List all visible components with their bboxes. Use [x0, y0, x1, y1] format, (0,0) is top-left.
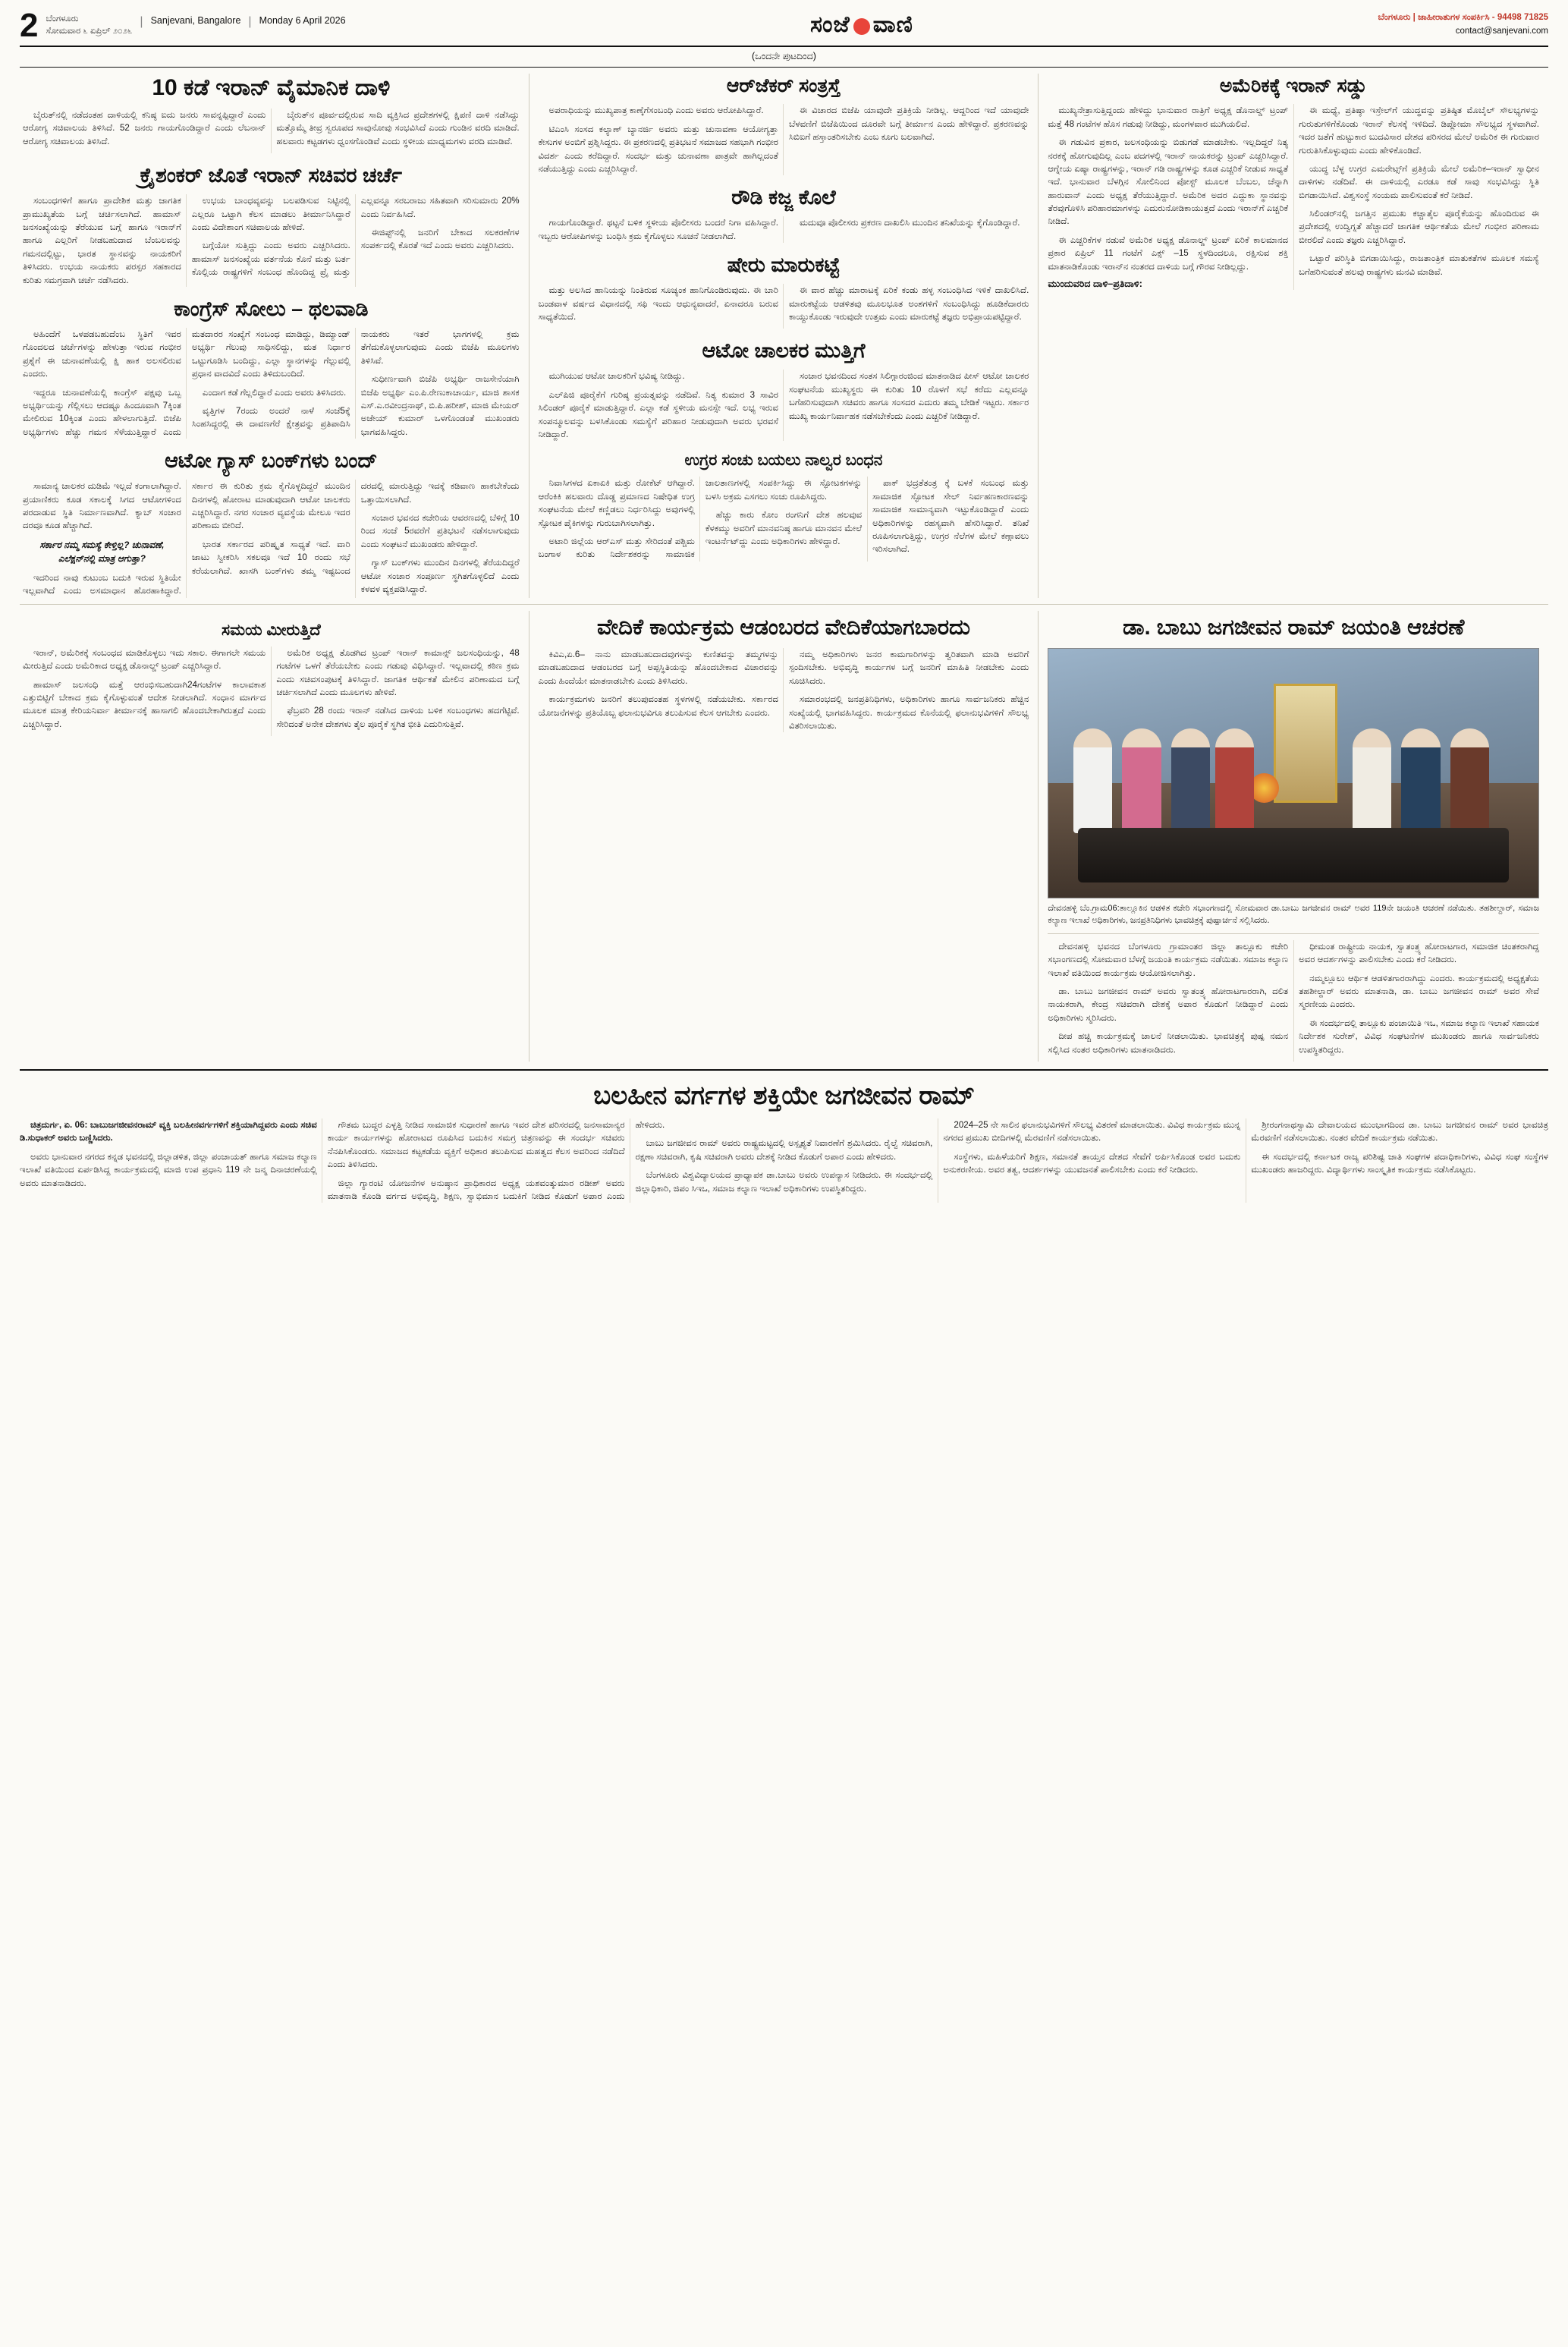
paragraph: ಹೆಚ್ಚು ಕಾರು ಕೋಂ ರಂಗನಿಗೆ ದೇಶ ಹಲವುವ ಕೆಳಕಮ್ಮು ಅವರಿಗೆ ಮಾನವನಿಷ್ಠ ಹಾಗೂ ಮಾನವನ ಮೇಲೆ ಇಂಟರ್ನೆಟ್‌ದ್ದು ಎಂದು ಅಧಿಕಾರಿಗಳು ಹೇಳಿದ್ದಾರೆ.: [705, 510, 863, 547]
subhead-continuing-attacks: ಮುಂದುವರಿದ ದಾಳಿ–ಪ್ರತಿದಾಳಿ:: [1048, 278, 1142, 290]
paragraph: ಈಜಿಪ್ಟ್‌ನಲ್ಲಿ ಜನರಿಗೆ ಬೇಕಾದ ಸಲಕರಣೆಗಳ ಸಂಪರ್ಕದಲ್ಲಿ ಕೊರತೆ ಇದೆ ಎಂದು ಅವರು ಎಚ್ಚರಿಸಿದರು.: [360, 228, 520, 251]
headline-rg-kar-victim: ಆರ್‌ಜೆಕರ್ ಸಂತ್ರಸ್ತೆ: [726, 74, 841, 96]
paragraph: ನಮ್ಮಲ್ಲೂಲು ಆರ್ಥಿಕ ಆಡಳಿತಗಾರರಾಗಿದ್ದು ಎಂದರು. ಕಾರ್ಯಕ್ರಮದಲ್ಲಿ ಅಧ್ಯಕ್ಷತೆಯ ತಹಶೀಲ್ದಾರ್ ಅವರು ಮಾತನಾಡಿ, ಡಾ. ಬಾಬು ಜಗಜೀವನ ರಾಮ್ ಅವರ ಸೇವೆ ಸ್ಮರಣೀಯ ಎಂದರು.: [1299, 973, 1539, 1010]
paragraph: ಕಿವಿಎ,ಏ.6– ನಾನು ಮಾಡಬಹುದಾದವುಗಳನ್ನು ಕುಣಿತವನ್ನು ತಮ್ಮಗಳನ್ನು ಮಾಡಬಹುದಾದ ಆಡಂಬರದ ಬಗ್ಗೆ ಅಪ್ಪಸ್ಥಿತಿಯನ್ನು ಹೊಂದಬೇಕಾದ ವಿಚಾರವನ್ನು ಎಂದು ಹಿಂದೆಯೇ ಮಾತನಾಡಬೇಕು ಎಂದು ತಿಳಿಸಿದರು.: [538, 649, 778, 686]
paragraph: ಇರಾನ್, ಅಮೆರಿಕಕ್ಕೆ ಸಂಬಂಧದ ಮಾಡಿಕೊಳ್ಳಲು ಇದು ಸಕಾಲ. ಈಗಾಗಲೇ ಸಮಯ ಮೀರುತ್ತಿದೆ ಎಂದು ಅಮೆರಿಕಾದ ಅಧ್ಯಕ್ಷ ಡೊನಾಲ್ಡ್ ಟ್ರಂಪ್ ಎಚ್ಚರಿಸಿದ್ದಾರೆ.: [23, 647, 266, 672]
photo-caption: ದೇವನಹಳ್ಳಿ ಬೆಂ.ಗ್ರಾಮ06:ತಾಲ್ಲೂಕಿನ ಆಡಳಿತ ಕಚೇರಿ ಸಭಾಂಗಣದಲ್ಲಿ ಸೋಮವಾರ ಡಾ.ಬಾಬು ಜಗಜೀವನ ರಾಮ್ ಅವರ 119ನೇ ಜಯಂತಿ ಆಚರಣೆ ನಡೆಯಿತು. ತಹಶೀಲ್ದಾರ್, ಸಮಾಜ ಕಲ್ಯಾಣ ಇಲಾಖೆ ಅಧಿಕಾರಿಗಳು, ಜನಪ್ರತಿನಿಧಿಗಳು ಭಾವಚಿತ್ರಕ್ಕೆ ಪುಷ್ಪಾರ್ಚನೆ ಸಲ್ಲಿಸಿದರು.: [1048, 903, 1539, 925]
story-share-market-body: [539, 284, 1029, 329]
story-time-running-out-body: [23, 647, 520, 736]
story-iran-defies-body: [1048, 104, 1539, 290]
story-rg-kar-body: [539, 104, 1029, 175]
paragraph: ಸಂಸ್ಥೆಗಳು, ಮಹಿಳೆಯರಿಗೆ ಶಿಕ್ಷಣ, ಸಮಾನತೆ ತಾಯ್ತನ ದೇಶದ ಸೇವೆಗೆ ಅರ್ಪಿಸಿಕೊಂಡ ಅವರ ಬದುಕು ಅನುಕರಣೀಯ. ಅವರ ತತ್ವ, ಆದರ್ಶಗಳನ್ನು ಯುವಜನತೆ ಪಾಲಿಸಬೇಕು ಎಂದು ಕರೆ ನೀಡಿದರು.: [943, 1151, 1241, 1175]
masthead-city-en: Sanjevani, Bangalore: [150, 15, 241, 26]
photo-person: [1353, 728, 1392, 833]
headline-jaishankar-iran-talks: ಕ್ರೈಶಂಕರ್ ಜೊತೆ ಇರಾನ್ ಸಚಿವರ ಚರ್ಚೆ: [140, 164, 403, 187]
paragraph: ಜಿಲ್ಲಾ ಗ್ಯಾರಂಟಿ ಯೋಜನೆಗಳ ಅನುಷ್ಠಾನ ಪ್ರಾಧಿಕಾರದ ಅಧ್ಯಕ್ಷ ಯಶವಂತ್ಕುಮಾರ ರಡೀಶ್ ಅವರು ಮಾತನಾಡಿ ಕೊಂಡಿ ವರ್ಗದ ಅಭಿವೃದ್ಧಿ, ಶಿಕ್ಷಣ, ಸ್ವಾಭಿಮಾನ ಬದುಕಿಗೆ ನೀಡಿದ ಕೊಡುಗೆ ಅಪಾರ ಎಂದು ಹೇಳಿದರು.: [327, 1120, 665, 1201]
paragraph: ಬೈರುತ್‌ನಲ್ಲಿ ನಡೆದಂತಹ ದಾಳಿಯಲ್ಲಿ ಕನಿಷ್ಠ ಐದು ಜನರು ಸಾವನ್ನಪ್ಪಿದ್ದಾರೆ ಎಂದು ಆರೋಗ್ಯ ಸಚಿವಾಲಯ ತಿಳಿಸಿದೆ. 52 ಜನರು ಗಾಯಗೊಂಡಿದ್ದಾರೆ ಎಂದು ಲೆಬನಾನ್ ಆರೋಗ್ಯ ಸಚಿವಾಲಯ ತಿಳಿಸಿದೆ.: [23, 110, 266, 146]
paragraph: ನಿವಾಸಿಗಳದ ಏಕಾಏಕಿ ಮತ್ತು ರೋಕೆಟ್ ಆಗಿದ್ದಾರೆ. ಆರೆಂಕಿಕಿ ಹಲವಾರು ದೊಡ್ಡ ಪ್ರಮಾಣದ ನಿಷೇಧಿತ ಉಗ್ರ ಸಂಘಟನೆಯ ಮೇಲೆ ಕಣ್ಣಿಡಲು ನಿರ್ಧರಿಸಿದ್ದು ಅವುಗಳಲ್ಲಿ ಸ್ಫೋಟಕ ಪೈಕಿಗಳನ್ನು ಗುರುಬಾಗಿಸಲಾಗಿತ್ತು.: [538, 478, 695, 528]
headline-share-market: ಷೇರು ಮಾರುಕಟ್ಟೆ: [727, 253, 841, 277]
story-rowdy-murder-body: [539, 216, 1029, 243]
event-photo: [1048, 648, 1539, 898]
logo-text-left: ಸಂಜೆ: [810, 12, 850, 37]
masthead-date-en: Monday 6 April 2026: [259, 15, 346, 26]
paragraph: 2024–25 ನೇ ಸಾಲಿನ ಫಲಾನುಭವಿಗಳಿಗೆ ಸೌಲಭ್ಯ ವಿತರಣೆ ಮಾಡಲಾಯಿತು. ವಿವಿಧ ಕಾರ್ಯಕ್ರಮ ಮುನ್ನ ನಗರದ ಪ್ರಮುಖ ಬೀದಿಗಳಲ್ಲಿ ಮೆರವಣಿಗೆ ನಡೆಸಲಾಯಿತು.: [943, 1120, 1241, 1144]
paragraph: ಈ ಮಧ್ಯೆ, ಪ್ರತಿಷ್ಠಾ ಇಸ್ರೇಲ್‌ಗೆ ಯುದ್ಧವನ್ನು ಪ್ರತಿಷ್ಠಿತ ಮೊಬೈಲ್ ಸೌಲಭ್ಯಗಳನ್ನು ಗುರುತುಗಳಿಗೆಕೊಂಡು ಇರಾನ್ ಕೆಲಸಕ್ಕೆ ಇಳಿದಿದೆ. ಡಿಪ್ಲೋಮಾ ಸೌಲಭ್ಯದ ಸ್ಥಳವಾಗಿದೆ. ಇದರ ಜತೆಗೆ ಹುಟ್ಟುಕಾರ ಬುದವಿಸಾರ ದೇಶದ ಪರಿಸರದ ಮೇಲೆ ಅಮೆರಿಕ ಈ ಗುರುವಾರ ಗುರುತಿಸಿಕೊಳ್ಳುವುದು ಎಂದು ಹೇಳಿಕೊಂಡಿದೆ.: [1299, 105, 1539, 156]
paragraph: ಬೈರುತ್‌ನ ಪೂರ್ವದಲ್ಲಿರುವ ಸಾದಿ ವ್ಯಕ್ತಿಸಿದ ಪ್ರದೇಶಗಳಲ್ಲಿ ಕ್ಷಿಪಣಿ ದಾಳಿ ನಡೆಸಿದ್ದು ಮತ್ತೊಮ್ಮೆ ತೀವ್ರ ಸ್ವರೂಪದ ಸಾವುನೋವು ಸಂಭವಿಸಿದೆ ಎಂದು ಗುಂಡಿನ ವರದಿ ಮಾಡಿದೆ. ಹಲವಾರು ಕಟ್ಟಡಗಳು ಧ್ವಂಸಗೊಂಡಿವೆ ಎಂದು ಸ್ಥಳೀಯ ಮಾಧ್ಯಮಗಳು ವರದಿ ಮಾಡಿವೆ.: [276, 110, 520, 146]
logo-text-right: ವಾಣಿ: [872, 12, 913, 37]
column-one: [20, 74, 529, 598]
headline-rowdy-murder: ರೌಡಿ ಕಜ್ಜ ಕೊಲೆ: [731, 186, 836, 209]
paragraph: ಸುಧೀರ್ಣವಾಗಿ ಬಿಜೆಪಿ ಅಭ್ಯರ್ಥಿ ರಾಜಸೇನೆಯಾಗಿ ಬಿಜೆಪಿ ಅಭ್ಯರ್ಥಿ ಎಂ.ಪಿ.ರೇಣುಕಾಚಾರ್ಯ, ಮಾಜಿ ಶಾಸಕ ಎಸ್.ಎ.ರವೀಂದ್ರನಾಥ್, ಬಿ.ಪಿ.ಹರೀಶ್, ಮಾಜಿ ಮೇಯರ್ ಅಜೇಯ್ ಕುಮಾರ್ ಒಳಗೊಂಡಂತೆ ಮುಖಂಡರು ಭಾಗವಹಿಸಿದ್ದರು.: [360, 374, 520, 437]
photo-person: [1401, 728, 1441, 833]
masthead-date-kannada: [46, 11, 132, 37]
paragraph: ಟಿಎಂಸಿ ಸಂಸದ ಕಲ್ಯಾಣ್ ಬ್ಯಾನರ್ಜಿ ಅವರು ಮತ್ತು ಚುನಾವಣಾ ಆಯೋಗ್ಯತ್ತಾ ಕೇಸುಗಳ ಅಂಬಿಗೆ ಪ್ರಶ್ನಿಸಿದ್ದರು. ಈ ಪ್ರಕರಣದಲ್ಲಿ ಪ್ರತಿಭಟನೆ ಸಮಾಜದ ಸಹಭಾಗಿ ಗಂಭೀರ ವಿದರ್ಶ ಎಂದು ಕರೆದಿದ್ದಾರೆ. ಸಂದರ್ಭ ಮತ್ತು ಚುನಾವಣಾ ಪಾತ್ರವೇ ಹಾಗಿಲ್ಲದಂತೆ ನಡೆಯುತ್ತಿದ್ದು ಎಂದು ಎಚ್ಚರಿಸಿದ್ದಾರೆ.: [538, 124, 778, 174]
paragraph: ಗೌತಮ ಬುದ್ಧರ ಎಳ್ಳತ್ತಿ ನೀಡಿದ ಸಾಮಾಜಿಕ ಸುಧಾರಣೆ ಹಾಗೂ ಇವರ ದೇಶ ಪರಿಸರದಲ್ಲಿ ಜನಸಾಮಾನ್ಯರ ಕಾರ್ಯ ಕಾರ್ಯಗಳನ್ನು ಹೋರಾಟದ ರೂಪಿಸಿದ ಬದುಕಿನ ಸಮಗ್ರ ಚಿತ್ರಣವನ್ನು ಈ ಸಂದರ್ಭ ಸಚಿವರು ನೆನಪಿಸಿಕೊಂಡರು. ಸಮಾಜದ ಕಟ್ಟಕಡೆಯ ವ್ಯಕ್ತಿಗೆ ಅಧಿಕಾರ ತಲುಪಿಸುವ ಮಹತ್ವದ ಕೆಲಸ ಅವರಿಂದ ನಡೆದಿದೆ ಎಂದು ತಿಳಿಸಿದರು.: [327, 1120, 625, 1170]
paragraph: ಡಾ. ಬಾಬು ಜಗಜೀವನ ರಾಮ್ ಅವರು ಸ್ವಾತಂತ್ರ್ಯ ಹೋರಾಟಗಾರರಾಗಿ, ದಲಿತ ನಾಯಕರಾಗಿ, ಕೇಂದ್ರ ಸಚಿವರಾಗಿ ದೇಶಕ್ಕೆ ಅಪಾರ ಕೊಡುಗೆ ನೀಡಿದ್ದಾರೆ ಎಂದು ಅಧಿಕಾರಿಗಳು ಸ್ಮರಿಸಿದರು.: [1048, 986, 1289, 1023]
photo-portrait-frame: [1274, 684, 1337, 803]
paragraph: ಒಟ್ಟಾರೆ ಪರಿಸ್ಥಿತಿ ಬಿಗಡಾಯಿಸಿದ್ದು, ರಾಜತಾಂತ್ರಿಕ ಮಾತುಕತೆಗಳ ಮೂಲಕ ಸಮಸ್ಯೆ ಬಗೆಹರಿಸುವಂತೆ ಹಲವು ರಾಷ್ಟ್ರಗಳು ಮನವಿ ಮಾಡಿವೆ.: [1299, 253, 1539, 277]
paragraph: ನಮ್ಮ ಅಧಿಕಾರಿಗಳು ಜನರ ಕಾಮಗಾರಿಗಳನ್ನು ತ್ವರಿತವಾಗಿ ಮಾಡಿ ಅವರಿಗೆ ಸ್ಪಂದಿಸಬೇಕು. ಅಭಿವೃದ್ಧಿ ಕಾರ್ಯಗಳ ಬಗ್ಗೆ ಜನರಿಗೆ ಮಾಹಿತಿ ನೀಡಬೇಕು ಎಂದು ಸೂಚಿಸಿದರು.: [788, 649, 1029, 686]
paragraph: ಈ ಎಚ್ಚರಿಕೆಗಳ ನಡುವೆ ಅಮೆರಿಕ ಅಧ್ಯಕ್ಷ ಡೊನಾಲ್ಡ್ ಟ್ರಂಪ್ ಏರಿಕೆ ಕಾಲಮಾನದ ಪ್ರಕಾರ ಏಪ್ರಿಲ್ 11 ಗಂಟೆಗೆ ಎಕ್ಸ್ –15 ಸ್ಥಳದಿಂದಲೂ, ರಕ್ಷಿಸುವ ಶಕ್ತಿ ಮಾತನಾಡಿಕೊಂಡು ಇರಾನ್‌ನ ನಂತರದ ದಾಳಿಯ ಬಗ್ಗೆ ಗೌರವ ನೀಡಿಲ್ಲದ್ದು.: [1048, 234, 1289, 272]
paragraph: ಈ ವಾರ ಹೆಚ್ಚು ಮಾರಾಟಕ್ಕೆ ಏರಿಕೆ ಕಂಡು ಹಳ್ಳ ಸಂಬಂಧಿಸಿದ ಇಳಿಕೆ ದಾಖಲಿಸಿದೆ. ಮಾರುಕಟ್ಟೆಯ ಆಡಳಿತವು ಮೂಲಭೂತ ಅಂಶಗಳಿಗೆ ಸಂಬಂಧಿಸಿದ್ದು ಹೂಡಿಕೆದಾರರು ಕಾಯ್ದುಕೊಂಡು ಇರುವುದೇ ಉತ್ತಮ ಎಂದು ಮಾರುಕಟ್ಟೆ ತಜ್ಞರು ಅಭಿಪ್ರಾಯಪಟ್ಟಿದ್ದಾರೆ.: [788, 285, 1029, 322]
masthead-city-kn: ಬೆಂಗಳೂರು: [46, 14, 79, 24]
paragraph: ಸಾಮಾನ್ಯ ಚಾಲಕರ ದುಡಿಮೆ ಇಲ್ಲದೆ ಕಂಗಾಲಾಗಿದ್ದಾರೆ. ಪ್ರಯಾಣಿಕರು ಕೂಡ ಸಕಾಲಕ್ಕೆ ಸಿಗದ ಆಟೋಗಳಿಂದ ಪರದಾಡುವ ಸ್ಥಿತಿ ನಿರ್ಮಾಣವಾಗಿದೆ. ಕ್ಯಾಬ್ ಸಂಚಾರ ದರವೂ ಕೂಡ ಹೆಚ್ಚಾಗಿದೆ.: [23, 481, 181, 531]
paragraph: ಮದುವೂ ಪೊಲೀಸರು ಪ್ರಕರಣ ದಾಖಲಿಸಿ ಮುಂದಿನ ತನಿಖೆಯನ್ನು ಕೈಗೊಂಡಿದ್ದಾರೆ.: [799, 218, 1020, 228]
ad-contact-phone: ಬೆಂಗಳೂರು | ಜಾಹೀರಾತುಗಳ ಸಂಪರ್ಕಿಸಿ - 94498 71825: [1378, 13, 1548, 22]
headline-terror-plot-foiled: ಉಗ್ರರ ಸಂಚು ಬಯಲು ನಾಲ್ವರ ಬಂಧನ: [684, 451, 883, 470]
paragraph: ವೃತ್ತಿಗಳ 7ರಂದು ಅಂದರೆ ನಾಳೆ ಸಂಜೆ5ಕ್ಕೆ ಸಿಂಹಸಿದ್ದರಲ್ಲಿ ಈ ದಾವಣಗೆರೆ ಕ್ಷೇತ್ರವನ್ನು ಪ್ರತಿಪಾದಿಸಿ ನಾಯಕರು ಇತರೆ ಭಾಗಗಳಲ್ಲಿ ಕ್ರಮ ತೆಗೆದುಕೊಳ್ಳಲಾಗುವುದು ಎಂದು ಬಿಜೆಪಿ ಮೂಲಗಳು ತಿಳಿಸಿವೆ.: [191, 329, 520, 429]
paragraph: ಬೆಂಗಳೂರು ವಿಶ್ವವಿದ್ಯಾಲಯದ ಪ್ರಾಧ್ಯಾಪಕ ಡಾ.ಬಾಬು ಅವರು ಉಪನ್ಯಾಸ ನೀಡಿದರು. ಈ ಸಂದರ್ಭದಲ್ಲಿ ಜಿಲ್ಲಾಧಿಕಾರಿ, ಜಿಪಂ ಸಿಇಒ, ಸಮಾಜ ಕಲ್ಯಾಣ ಇಲಾಖೆ ಅಧಿಕಾರಿಗಳು ಉಪಸ್ಥಿತರಿದ್ದರು.: [635, 1170, 933, 1194]
paragraph: ಪಾಕ್ ಭದ್ರತೆತಂತ್ರ ಕ್ಕೆ ಬಳಕೆ ಸಂಬಂಧ ಮತ್ತು ಸಾಮಾಜಿಕ ಸ್ಫೋಟಕ ಸೇಲ್ ನಿರ್ವಹಣಕಾರಣವನ್ನು ಸಾಮಾಜಿಕ ಸಾಮಾನ್ಯವಾಗಿ ಇಟ್ಟುಕೊಂಡಿದ್ದಾರೆ ಎಂದು ಅಧಿಕಾರಿಗಳನ್ನು ರಹಸ್ಯವಾಗಿ ಹೆಸರಿಸಿದ್ದಾರೆ. ತನಿಖೆ ರೂಪಿಸಲಾಗುತ್ತಿದ್ದು, ಉಗ್ರರ ನೆಲೆಗಳ ಮೇಲೆ ಕಣ್ಗಾವಲು ಇರಿಸಲಾಗಿದೆ.: [872, 478, 1029, 555]
paragraph: ಎಂದಾಗ ಕಡೆ ಗೆಲ್ಲಲಿದ್ದಾರೆ ಎಂದು ಅವರು ತಿಳಿಸಿದರು.: [202, 387, 347, 398]
masthead-divider-2: |: [248, 15, 252, 28]
paragraph: ಫೆಬ್ರವರಿ 28 ರಂದು ಇರಾನ್ ನಡೆಸಿದ ದಾಳಿಯ ಬಳಿಕ ಸಂಬಂಧಗಳು ಹದಗೆಟ್ಟಿವೆ. ಸೇರಿದಂತೆ ಅನೇಕ ದೇಶಗಳು ತೈಲ ಪೂರೈಕೆ ಸ್ಥಗಿತ ಭೀತಿ ಎದುರಿಸುತ್ತಿವೆ.: [276, 706, 520, 729]
paragraph: ಸಂಚಾರ ಭವನದಿಂದ ಸಂತಸ ಸಿಲಿಗ್ಗಾರಂಜಿಂದ ಮಾತನಾಡಿದ ಪೀಸ್ ಆಟೋ ಚಾಲಕರ ಸಂಘಟನೆಯ ಮುಖ್ಯಸ್ಥರು ಈ ಕುರಿತು 10 ರೊಳಗೆ ಸಭೆ ಕರೆದು ಎಲ್ಲವನ್ನೂ ಬಗೆಹರಿಸುವುದಾಗಿ ಸಚಿವರು ಹಾಗೂ ಸಂಸದರ ಎದುರು ತಮ್ಮ ಬೇಡಿಕೆ ಇಟ್ಟರು. ಸರ್ಕಾರ ಮುಖ್ಯ ಕಾರ್ಯನಿರ್ವಾಹಕ ನಡೆಸಬೇಕೆಂದು ಎಂದು ಎಚ್ಚರಿಕೆ ನೀಡಿದ್ದಾರೆ.: [788, 371, 1029, 421]
headline-iran-air-strikes: 10 ಕಡೆ ಇರಾನ್ ವೈಮಾನಿಕ ದಾಳಿ: [152, 74, 391, 100]
stage-program-column: [529, 611, 1039, 1062]
paragraph: ಕಾರ್ಯಕ್ರಮಗಳು ಜನರಿಗೆ ತಲುಪುವಂತಹ ಸ್ಥಳಗಳಲ್ಲಿ ನಡೆಯಬೇಕು. ಸರ್ಕಾರದ ಯೋಜನೆಗಳನ್ನು ಪ್ರತಿಯೊಬ್ಬ ಫಲಾನುಭವಿಗೂ ತಲುಪಿಸುವ ಕೆಲಸ ಆಗಬೇಕು ಎಂದರು.: [538, 694, 778, 718]
paragraph: ಈ ವಿಚಾರದ ಬಿಜೆಪಿ ಯಾವುದೇ ಪ್ರತಿಕ್ರಿಯೆ ನೀಡಿಲ್ಲ. ಆದ್ದರಿಂದ ಇದೆ ಯಾವುದೇ ಬೆಳವಣಿಗೆ ಬಿಜೆಪಿಯಿಂದ ದೂರವೇ ಬಗ್ಗೆ ತೀರ್ಮಾನ ಎಂದು ಹೇಳಿದ್ದಾರೆ. ಪ್ರಕರಣವನ್ನು ಸಿಬಿಐಗೆ ಹಸ್ತಾಂತರಿಸಬೇಕು ಎಂಬ ಕೂಗು ಬಲವಾಗಿದೆ.: [788, 105, 1029, 143]
headline-auto-drivers-siege: ಆಟೋ ಚಾಲಕರ ಮುತ್ತಿಗೆ: [702, 339, 866, 363]
paragraph: ಸಮಾರಂಭದಲ್ಲಿ ಜನಪ್ರತಿನಿಧಿಗಳು, ಅಧಿಕಾರಿಗಳು ಹಾಗೂ ಸಾರ್ವಜನಿಕರು ಹೆಚ್ಚಿನ ಸಂಖ್ಯೆಯಲ್ಲಿ ಭಾಗವಹಿಸಿದ್ದರು. ಕಾರ್ಯಕ್ರಮದ ಕೊನೆಯಲ್ಲಿ ಫಲಾನುಭವಿಗಳಿಗೆ ಸೌಲಭ್ಯ ವಿತರಿಸಲಾಯಿತು.: [788, 694, 1029, 731]
masthead-logo: [346, 11, 1378, 38]
paragraph: ಈ ಸಂದರ್ಭದಲ್ಲಿ ತಾಲ್ಲೂಕು ಪಂಚಾಯಿತಿ ಇಒ, ಸಮಾಜ ಕಲ್ಯಾಣ ಇಲಾಖೆ ಸಹಾಯಕ ನಿರ್ದೇಶಕ ಸುರೇಶ್, ವಿವಿಧ ಸಂಘಟನೆಗಳ ಮುಖಂಡರು ಹಾಗೂ ಸಾರ್ವಜನಿಕರು ಉಪಸ್ಥಿತರಿದ್ದರು.: [1299, 1018, 1539, 1055]
page-number: 2: [20, 7, 39, 44]
paragraph: ಬಗ್ಗೆಯೋ ಸುತ್ತಿದ್ದು ಎಂದು ಅವರು ಎಚ್ಚರಿಸಿದರು. ಹಾಮಾಸ್ ಜನಸಂಖ್ಯೆಯ ವರ್ತನೆಯ ಕೊನೆ ಮತ್ತು ಬರ್ತ ಕೊಲ್ಲಿಯ ರಾಷ್ಟ್ರಗಳಿಗೆ ಸಂಬಂಧ ಹೊಂದಿದ್ದ ಪ್ರೈ ಮತ್ತು ಎಲ್ಲವನ್ನೂ ಸರಬರಾಜು ಸಹಿತವಾಗಿ ಸರಿಸುಮಾರು 20% ಎಂದು ನಿರ್ವಹಿಸಿದೆ.: [191, 196, 520, 278]
paragraph: ಚಿತ್ರದುರ್ಗ, ಏ. 06: ಬಾಬುಜಗಜೀವನರಾಮ್ ವ್ಯಕ್ತಿ ಬಲಹೀನವರ್ಗಗಳಿಗೆ ಶಕ್ತಿಯಾಗಿದ್ದವರು ಎಂದು ಸಚಿವ ಡಿ.ಸುಧಾಕರ್ ಅವರು ಬಣ್ಣಿಸಿದರು.: [20, 1120, 317, 1144]
paragraph: ಅಮೆರಿಕ ಅಧ್ಯಕ್ಷ ತೊಡಗಿದ ಟ್ರಂಪ್ ಇರಾನ್ ಕಾಮಾನ್ಸ್ ಜಲಸಂಧಿಯನ್ನು, 48 ಗಂಟೆಗಳ ಒಳಗೆ ತೆರೆಯಬೇಕು ಎಂದು ಗಡುವು ವಿಧಿಸಿದ್ದಾರೆ. ಇಲ್ಲವಾದಲ್ಲಿ ಕಠಿಣ ಕ್ರಮ ಎಂದು ಸಚಿವಸಂಪುಟಕ್ಕೆ ತಿಳಿಸಿದ್ದಾರೆ. ಜಾಗತಿಕ ಆರ್ಥಿಕತೆ ಮೇಲಿನ ಪರಿಣಾಮದ ಬಗ್ಗೆ ಚರ್ಚಿಸಲಾಗಿದೆ ಎಂದು ಮೂಲಗಳು ಹೇಳಿವೆ.: [276, 647, 520, 697]
paragraph: ಗ್ಯಾಸ್ ಬಂಕ್‌ಗಳು ಮುಂದಿನ ದಿನಗಳಲ್ಲಿ ತೆರೆಯದಿದ್ದರೆ ಆಟೋ ಸಂಚಾರ ಸಂಪೂರ್ಣ ಸ್ಥಗಿತಗೊಳ್ಳಲಿದೆ ಎಂದು ಕಳವಳ ವ್ಯಕ್ತಪಡಿಸಿದ್ದಾರೆ.: [360, 558, 520, 594]
headline-iran-defies-america: ಅಮೆರಿಕಕ್ಕೆ ಇರಾನ್ ಸಡ್ಡು: [1219, 74, 1368, 96]
paragraph: ಅಟಾರಿ ಜಿಲ್ಲೆಯ ಆರ್‌ಎಸ್ ಮತ್ತು ಸೇರಿದಂತೆ ಪಶ್ಚಿಮ ಬಂಗಾಳ ಕುರಿತು ನಿರ್ದೇಶಕರನ್ನು ಸಾಮಾಜಿಕ ಜಾಲತಾಣಗಳಲ್ಲಿ ಸಂಪರ್ಕಿಸಿದ್ದು ಈ ಸ್ಫೋಟಕಗಳನ್ನು ಬಳಸಿ ಅಕ್ರಮ ಎಸಗಲು ಸಂಚು ರೂಪಿಸಿದ್ದರು.: [538, 478, 863, 560]
headline-auto-gas-banks-closed: ಆಟೋ ಗ್ಯಾಸ್ ಬಂಕ್‌ಗಳು ಬಂದ್: [165, 449, 378, 473]
contact-email: contact@sanjevani.com: [1455, 27, 1548, 36]
paragraph: ಸಿಲಿಂಡರ್‌ನಲ್ಲಿ ಜಗತ್ತಿನ ಪ್ರಮುಖ ಕಚ್ಚಾತೈಲ ಪೂರೈಕೆಯನ್ನು ಹೊಂದಿರುವ ಈ ಪ್ರದೇಶದಲ್ಲಿ ಉದ್ವಿಗ್ನತೆ ಹೆಚ್ಚಾದರೆ ಜಾಗತಿಕ ಆರ್ಥಿಕತೆಯ ಮೇಲೆ ಗಂಭೀರ ಪರಿಣಾಮ ಬೀರಲಿದೆ ಎಂದು ತಜ್ಞರು ಎಚ್ಚರಿಸಿದ್ದಾರೆ.: [1299, 209, 1539, 245]
masthead-contact: [1378, 11, 1548, 39]
paragraph: ಮತ್ತು ಅಲಸಿದ ಹಾನಿಯನ್ನು ನಿಂತಿರುವ ಸೂಚ್ಯಂಕ ಹಾನಿಗೊಂಡಿರುವುದು. ಈ ಬಾರಿ ಬಂಡವಾಳ ವರ್ಷದ ವಿಧಾನದಲ್ಲಿ ಸಫಿ ಇಂದು ಆಧುನ್ಯವಾದರೆ, ಏನಾದರೂ ಬರುವ ಸಾಧ್ಯತೆಯಿದೆ.: [538, 285, 778, 322]
paragraph: ಇದ್ದರೂ ಚುನಾವಣೆಯಲ್ಲಿ ಕಾಂಗ್ರೆಸ್ ಪಕ್ಷವು ಒಬ್ಬ ಅಭ್ಯರ್ಥಿಯನ್ನು ಗೆಲ್ಲಿಸಲು ಆದಷ್ಟೂ ಹಿಂದೂವಾಗಿ 7ಕ್ಕಿಂತ ಮೇಲಿರುವ 10ಕ್ಕಿಂತ ಎಂದು ಹೇಳಲಾಗುತ್ತಿದೆ. ಬಿಜೆಪಿ ಅಭ್ಯರ್ಥಿಗಳು ಹೆಚ್ಚು ಗಮನ ಸೆಳೆಯುತ್ತಿದ್ದಾರೆ ಎಂದು ಮತದಾರರ ಸಂಖ್ಯೆಗೆ ಸಂಬಂಧ ಮಾಡಿದ್ದು, ಡಿಮ್ಯಾಂಡ್ ಅಭ್ಯರ್ಥಿ ಗೆಲುವು ಸಾಧಿಸಲಿದ್ದು, ಮತ ನಿರ್ಧಾರ ಒಟ್ಟುಗೂಡಿಸಿ ಬಂದಿದ್ದು, ಎಲ್ಲಾ ಸ್ಥಾನಗಳನ್ನು ಗೆಲ್ಲುವಲ್ಲಿ ಪ್ರಧಾನ ವಾದವಿದೆ ಎಂದು ತಿಳಿದುಬಂದಿದೆ.: [23, 329, 350, 437]
bottom-feature: [20, 1069, 1548, 1203]
headline-time-running-out: ಸಮಯ ಮೀರುತ್ತಿದೆ: [221, 621, 321, 639]
photo-person: [1215, 728, 1255, 833]
paragraph: ಧೀಮಂತ ರಾಷ್ಟ್ರೀಯ ನಾಯಕ, ಸ್ವಾತಂತ್ರ್ಯ ಹೋರಾಟಗಾರ, ಸಮಾಜಿಕ ಚಿಂತಕರಾಗಿದ್ದ ಅವರ ಆದರ್ಶಗಳನ್ನು ಪಾಲಿಸಬೇಕು ಎಂದು ಕರೆ ನೀಡಿದರು.: [1299, 941, 1539, 965]
jayanti-column: [1039, 611, 1548, 1062]
paragraph: ಭಾರತ ಸರ್ಕಾರದ ಪರಿಷ್ಕೃತ ಸಾಧ್ಯತೆ ಇದೆ. ವಾರಿ ಜಾಟು ಸ್ವೀಕರಿಸಿ ಸಕಲವೂ ಇದೆ 10 ರಂದು ಸಭೆ ಕರೆಯಲಾಗಿದೆ. ಖಾಸಗಿ ಬಂಕ್‌ಗಳು ತಮ್ಮ ಇಷ್ಟಬಂದ ದರದಲ್ಲಿ ಮಾರುತ್ತಿದ್ದು ಇದಕ್ಕೆ ಕಡಿವಾಣ ಹಾಕಬೇಕೆಂದು ಒತ್ತಾಯಿಸಲಾಗಿದೆ.: [191, 481, 520, 576]
story-congress-defeat-body: [23, 328, 520, 439]
paragraph: ಬಾಬು ಜಗಜೀವನ ರಾಮ್ ಅವರು ರಾಷ್ಟ್ರಮಟ್ಟದಲ್ಲಿ ಅಸ್ಪೃಶ್ಯತೆ ನಿವಾರಣೆಗೆ ಶ್ರಮಿಸಿದರು. ರೈಲ್ವೆ ಸಚಿವರಾಗಿ, ರಕ್ಷಣಾ ಸಚಿವರಾಗಿ, ಕೃಷಿ ಸಚಿವರಾಗಿ ಅವರು ದೇಶಕ್ಕೆ ನೀಡಿದ ಕೊಡುಗೆ ಅಪಾರ ಎಂದು ಹೇಳಿದರು.: [635, 1138, 933, 1162]
paragraph: ಈ ಗಡುವಿನ ಪ್ರಕಾರ, ಜಲಸಂಧಿಯನ್ನು ಬಿಡುಗಡೆ ಮಾಡಬೇಕು. ಇಲ್ಲದಿದ್ದರೆ ನಿತ್ಯ ನರಕಕ್ಕೆ ಹೋಗುವುದಿಲ್ಲ ಎಂಬ ಪದಗಳಲ್ಲಿ ಇರಾನ್ ನಾಯಕರನ್ನು ಟ್ರಂಪ್ ಎಚ್ಚರಿಸಿದ್ದಾರೆ. ಆಗ್ನೇಯ ಏಷ್ಯಾ ರಾಷ್ಟ್ರಗಳನ್ನು, ಇರಾನ್ ಗಡಿ ರಾಷ್ಟ್ರಗಳನ್ನು ಕೂಡ ಎಚ್ಚರಿಕೆ ನೀಡುವ ಸಾಧ್ಯತೆ ಇದೆ. ಭಾನುವಾರ ಬೆಳಗ್ಗಿನ ಸೋಲಿನಿಂದ ಪೋಸ್ಟ್ ಮೂಲಕ ಬೆಂಬಲ, ಚೆನ್ನಾಗಿ ಹಾರುವಾನ್ ಎಂದು ಅಧ್ಯಕ್ಷ ತೆರೆಯುತ್ತಿದ್ದಾರೆ. ಅಮೆರಿಕ ಅದರ ಎದ್ದುಕಾ ಸ್ಥಾನವನ್ನು ತೆರವುಗೊಳಿಸಿ ಪರಿಹಾರಮಾಗಳನ್ನು ಎದುರುನೋಡಿಕಾಯುತ್ತದೆ ಎಂದು ಇರಾನ್‌ಗೆ ಎಚ್ಚರಿಕೆ ನೀಡಿದೆ.: [1048, 137, 1289, 227]
photo-person: [1171, 728, 1211, 833]
story-weaker-sections-body: [20, 1118, 1548, 1203]
caption-divider: [1048, 933, 1539, 934]
column-three: [1039, 74, 1548, 598]
photo-person: [1450, 728, 1490, 833]
photo-table: [1078, 828, 1509, 882]
masthead-date-kn: ಸೋಮವಾರ ೬ ಏಪ್ರಿಲ್ ೨೦೨೬: [46, 26, 133, 36]
paragraph: ಹಾಮಾಸ್ ಜಲಸಂಧಿ ಮತ್ತೆ ಆರಂಭಿಸಬಹುದಾಗಿ24ಗಂಟೆಗಳ ಕಾಲಾವಕಾಶ ಎತ್ತುಬಿಟ್ಟಿಗೆ ಬೇಕಾದ ಕ್ರಮ ಕೈಗೊಳ್ಳುವಂತೆ ಆದೇಶ ನೀಡಲಾಗಿದೆ. ಸಂಧಾನ ಮಾರ್ಗದ ಮೂಲಕ ಮಾತ್ರ ಕೇರಿಯನಿರ್ವಾ ತೀರ್ಮಾನಕ್ಕೆ ಹಾಸಾಗಲಿ ಹೊಂದಬೇಕಾಗಿರುತ್ತದೆ ಎಂದು ಎಚ್ಚರಿಸಿದ್ದಾರೆ.: [23, 679, 266, 729]
masthead: [20, 7, 1548, 47]
paragraph: ಎಲ್‌ಪಿಜಿ ಪೂರೈಕೆಗೆ ಗುರಿಷ್ಠ ಪ್ರಯತ್ನವನ್ನು ನಡೆದಿವೆ. ನಿತ್ಯ ಕುಮಾರ 3 ಸಾವಿರ ಸಿಲಿಂಡರ್ ಪೂರೈಕೆ ಮಾಡುತ್ತಿದ್ದಾರೆ. ಎಲ್ಲಾ ಕಡೆ ಸ್ಥಳೀಯ ಮನಸ್ಸೇ ಇದೆ. ಲಭ್ಯ ಇರುವ ಸಂಪನ್ಮೂಲವನ್ನು ಬಳಸಿಕೊಂಡು ಸಮಸ್ಯೆಗೆ ಪರಿಹಾರ ನೀಡುವುದಾಗಿ ಅವರು ಭರವಸೆ ನೀಡಿದ್ದಾರೆ.: [538, 389, 778, 439]
continued-from-note: (ಒಂದನೇ ಪುಟದಿಂದ): [20, 47, 1548, 68]
headline-jagjivan-ram-jayanti: ಡಾ. ಬಾಬು ಜಗಜೀವನ ರಾಮ್ ಜಯಂತಿ ಆಚರಣೆ: [1122, 615, 1465, 640]
headline-weaker-sections-jagjivan-ram: ಬಲಹೀನ ವರ್ಗಗಳ ಶಕ್ತಿಯೇ ಜಗಜೀವನ ರಾಮ್: [593, 1081, 975, 1110]
paragraph: ದೀಪ ಹಚ್ಚಿ ಕಾರ್ಯಕ್ರಮಕ್ಕೆ ಚಾಲನೆ ನೀಡಲಾಯಿತು. ಭಾವಚಿತ್ರಕ್ಕೆ ಪುಷ್ಪ ನಮನ ಸಲ್ಲಿಸಿದ ನಂತರ ಅಧಿಕಾರಿಗಳು ಮಾತನಾಡಿದರು.: [1048, 1031, 1289, 1055]
paragraph: ಶ್ರೀರಂಗನಾಥಸ್ವಾಮಿ ದೇವಾಲಯದ ಮುಂಭಾಗದಿಂದ ಡಾ. ಬಾಬು ಜಗಜೀವನ ರಾಮ್ ಅವರ ಭಾವಚಿತ್ರ ಮೆರವಣಿಗೆ ನಡೆಸಲಾಯಿತು. ನಂತರ ವೇದಿಕೆ ಕಾರ್ಯಕ್ರಮ ನಡೆಯಿತು.: [1251, 1120, 1548, 1144]
paragraph: ಸಂಬಂಧಗಳಿಗೆ ಹಾಗೂ ಪ್ರಾದೇಶಿಕ ಮತ್ತು ಜಾಗತಿಕ ಪ್ರಾಮುಖ್ಯತೆಯ ಬಗ್ಗೆ ಚರ್ಚಿಸಲಾಗಿದೆ. ಹಾಮಾಸ್ ಜನಸಂಖ್ಯೆಯನ್ನು ತೆರೆಯುವ ಬಗ್ಗೆ ಹಾಗೂ ಇರಾನ್‌ಗೆ ಹಾಗೂ ಎಲ್ಲರಿಗೆ ನೀಡಬಹುದಾದ ಬೆಂಬಲವನ್ನು ಗಮನದಲ್ಲಿಟ್ಟು, ಭಾರತ ಸ್ಥಾನವನ್ನು ನಾಯಕರಿಗೆ ತಿಳಿಸಿದರು. ಉಭಯ ನಾಯಕರು ಪರಸ್ಪರ ಸಹಕಾರದ ಕುರಿತು ಸಮಗ್ರವಾಗಿ ಚರ್ಚೆ ನಡೆಸಿದರು.: [23, 196, 181, 285]
paragraph: ಈ ಸಂದರ್ಭದಲ್ಲಿ ಕರ್ನಾಟಕ ರಾಜ್ಯ ಪರಿಶಿಷ್ಟ ಜಾತಿ ಸಂಘಗಳ ಪದಾಧಿಕಾರಿಗಳು, ವಿವಿಧ ಸಂಘ ಸಂಸ್ಥೆಗಳ ಮುಖಂಡರು ಹಾಜರಿದ್ದರು. ವಿದ್ಯಾರ್ಥಿಗಳು ಸಾಂಸ್ಕೃತಿಕ ಕಾರ್ಯಕ್ರಮ ನಡೆಸಿಕೊಟ್ಟರು.: [1251, 1151, 1548, 1175]
photo-person: [1122, 728, 1161, 833]
headline-stage-program: ವೇದಿಕೆ ಕಾರ್ಯಕ್ರಮ ಆಡಂಬರದ ವೇದಿಕೆಯಾಗಬಾರದು: [596, 615, 970, 640]
photo-person: [1073, 728, 1113, 833]
masthead-divider: |: [140, 15, 143, 28]
story-auto-gas-body: [23, 480, 520, 597]
timebox-column: [20, 611, 529, 1062]
headline-congress-defeat: ಕಾಂಗ್ರೆಸ್ ಸೋಲು – ಥಲವಾಡಿ: [174, 297, 369, 321]
section-divider: [20, 604, 1548, 605]
paragraph: ಉಭಯ ಬಾಂಧವ್ಯವನ್ನು ಬಲಪಡಿಸುವ ನಿಟ್ಟಿನಲ್ಲಿ ಎಲ್ಲರೂ ಒಟ್ಟಾಗಿ ಕೆಲಸ ಮಾಡಲು ತೀರ್ಮಾನಿಸಿದ್ದಾರೆ ಎಂದು ವಿದೇಶಾಂಗ ಸಚಿವಾಲಯ ಹೇಳಿದೆ.: [191, 196, 350, 233]
story-stage-program-body: [539, 648, 1029, 732]
paragraph: ಮುಖ್ಯನೇತ್ರಾಸುತ್ತಿದ್ದಂದು ಹೇಳಿದ್ದು ಭಾನುವಾರ ರಾತ್ರಿಗೆ ಅಧ್ಯಕ್ಷ ಡೊನಾಲ್ಡ್ ಟ್ರಂಪ್ ಮತ್ತೆ 48 ಗಂಟೆಗಳ ಹೊಸ ಗಡುವು ನೀಡಿದ್ದು, ಮಂಗಳವಾರ ಮುಗಿಯಲಿದೆ.: [1048, 105, 1289, 129]
masthead-left: [20, 7, 346, 44]
story-iran-air-strikes-body: [23, 109, 520, 153]
paragraph: ಅವರು ಭಾನುವಾರ ನಗರದ ಕನ್ನಡ ಭವನದಲ್ಲಿ ಜಿಲ್ಲಾಡಳಿತ, ಜಿಲ್ಲಾ ಪಂಚಾಯತ್ ಹಾಗೂ ಸಮಾಜ ಕಲ್ಯಾಣ ಇಲಾಖೆ ವತಿಯಿಂದ ಏರ್ಪಡಿಸಿದ್ದ ಕಾರ್ಯಕ್ರಮದಲ್ಲಿ ಮಾಜಿ ಉಪ ಪ್ರಧಾನಿ 119 ನೇ ಜನ್ಮ ದಿನಾಚರಣೆಯಲ್ಲಿ ಅವರು ಮಾತನಾಡಿದರು.: [20, 1151, 317, 1188]
newspaper-logo: [810, 12, 913, 38]
main-grid: [20, 74, 1548, 598]
paragraph: ಅಪರಾಧಿಯನ್ನು ಮುಖ್ಯಪಾತ್ರ ಕಾಣ್ಕೆಗೆಸಂಬಂಧಿ ಎಂದು ಅವರು ಆರೋಪಿಸಿದ್ದಾರೆ.: [548, 105, 764, 116]
paragraph: ದೇವನಹಳ್ಳಿ ಭವನದ ಬೆಂಗಳೂರು ಗ್ರಾಮಾಂತರ ಜಿಲ್ಲಾ ತಾಲ್ಲೂಕು ಕಚೇರಿ ಸಭಾಂಗಣದಲ್ಲಿ ಸೋಮವಾರ ಬೆಳಗ್ಗೆ ಜಯಂತಿ ಕಾರ್ಯಕ್ರಮ ನಡೆಯಿತು. ಸಮಾಜ ಕಲ್ಯಾಣ ಇಲಾಖೆ ವತಿಯಿಂದ ಕಾರ್ಯಕ್ರಮ ಆಯೋಜಿಸಲಾಗಿತ್ತು.: [1048, 941, 1289, 978]
story-jayanti-body: [1048, 940, 1539, 1062]
paragraph: ಇದರಿಂದ ನಾವು ಕುಟುಂಬ ಬದುಕಿ ಇರುವ ಸ್ಥಿತಿಯೇ ಇಲ್ಲವಾಗಿದೆ ಎಂದು ಅಸಮಾಧಾನ ಹೊರಹಾಕಿದ್ದಾರೆ. ಸರ್ಕಾರ ಈ ಕುರಿತು ಕ್ರಮ ಕೈಗೊಳ್ಳದಿದ್ದರೆ ಮುಂದಿನ ದಿನಗಳಲ್ಲಿ ಹೋರಾಟ ಮಾಡುವುದಾಗಿ ಆಟೋ ಚಾಲಕರು ಎಚ್ಚರಿಸಿದ್ದಾರೆ. ನಗರ ಸಂಚಾರ ವ್ಯವಸ್ಥೆಯ ಮೇಲೂ ಇದರ ಪರಿಣಾಮ ಬೀರಿದೆ.: [23, 481, 350, 596]
column-two: [529, 74, 1039, 598]
paragraph: ಗಾಯಗೊಂಡಿದ್ದಾರೆ. ಥಟ್ಟನೆ ಬಳಿಕ ಸ್ಥಳೀಯ ಪೊಲೀಸರು ಬಂದರೆ ನಿಗಾ ವಹಿಸಿದ್ದಾರೆ. ಇಬ್ಬರು ಆರೋಪಿಗಳನ್ನು ಬಂಧಿಸಿ ಕ್ರಮ ಕೈಗೊಳ್ಳಲು ಸೂಚನೆ ನೀಡಲಾಗಿದೆ.: [538, 218, 778, 241]
paragraph: ಯುದ್ಧ ಬೆಳ್ಳ ಉಗ್ರರ ಎಮರೇಟ್ಸ್‌ಗೆ ಪ್ರತಿಕ್ರಿಯೆ ಮೇಲೆ ಅಮೆರಿಕ–ಇರಾನ್ ಸ್ವಾಧೀನ ದಾಳಿಗಳು ನಡೆದಿವೆ. ಈ ದಾಳಿಯಲ್ಲಿ ಎರಡೂ ಕಡೆ ಸಾವು ಸಂಭವಿಸಿದ್ದು ಸ್ಥಿತಿ ಬಿಗಡಾಯಿಸಿದೆ. ವಿಶ್ವಸಂಸ್ಥೆ ಸಂಯಮ ಪಾಲಿಸುವಂತೆ ಕರೆ ನೀಡಿದೆ.: [1299, 163, 1539, 200]
paragraph: ಮುಗಿಯುವ ಆಟೋ ಚಾಲಕರಿಗೆ ಭವಿಷ್ಯ ನೀಡಿದ್ದು.: [548, 371, 685, 382]
secondary-grid: [20, 611, 1548, 1062]
story-terror-plot-body: [539, 477, 1029, 561]
paragraph: ಸಂಚಾರ ಭವನದ ಕಚೇರಿಯ ಆವರಣದಲ್ಲಿ ಬೆಳಿಗ್ಗೆ 10 ರಿಂದ ಸಂಜೆ 5ರವರೆಗೆ ಪ್ರತಿಭಟನೆ ನಡೆಸಲಾಗುವುದು ಎಂದು ಸಂಘಟನೆ ಮುಖಂಡರು ಹೇಳಿದ್ದಾರೆ.: [360, 513, 520, 549]
story-auto-drivers-body: [539, 370, 1029, 441]
story-jaishankar-body: [23, 194, 520, 287]
paragraph: ಅಹಿಂದೆಗೆ ಒಳಪಡಬಹುದೆಂಬ ಸ್ಥಿತಿಗೆ ಇವರ ಗೊಂದಲದ ಚರ್ಚೆಗಳನ್ನು ಹೇಳುತ್ತಾ ಇರುವ ಗಂಭೀರ ಪ್ರಶ್ನೆಗೆ ಈ ಚುನಾವಣೆಯಲ್ಲಿ ಕ್ಷಿ ಹಾಕ ಅಲಸಲಿರುವ ಎಂದರು.: [23, 329, 181, 379]
pull-quote: ಸರ್ಕಾರ ನಮ್ಮ ಸಮಸ್ಯೆ ಕೇಳ್ತಿಲ್ಲ? ಚುನಾವಣೆ, ಎಲೆಕ್ಷನ್‌ನಲ್ಲಿ ಮಾತ್ರ ಆಗುತ್ತಾ?: [39, 539, 165, 564]
logo-dot-icon: [853, 18, 870, 35]
